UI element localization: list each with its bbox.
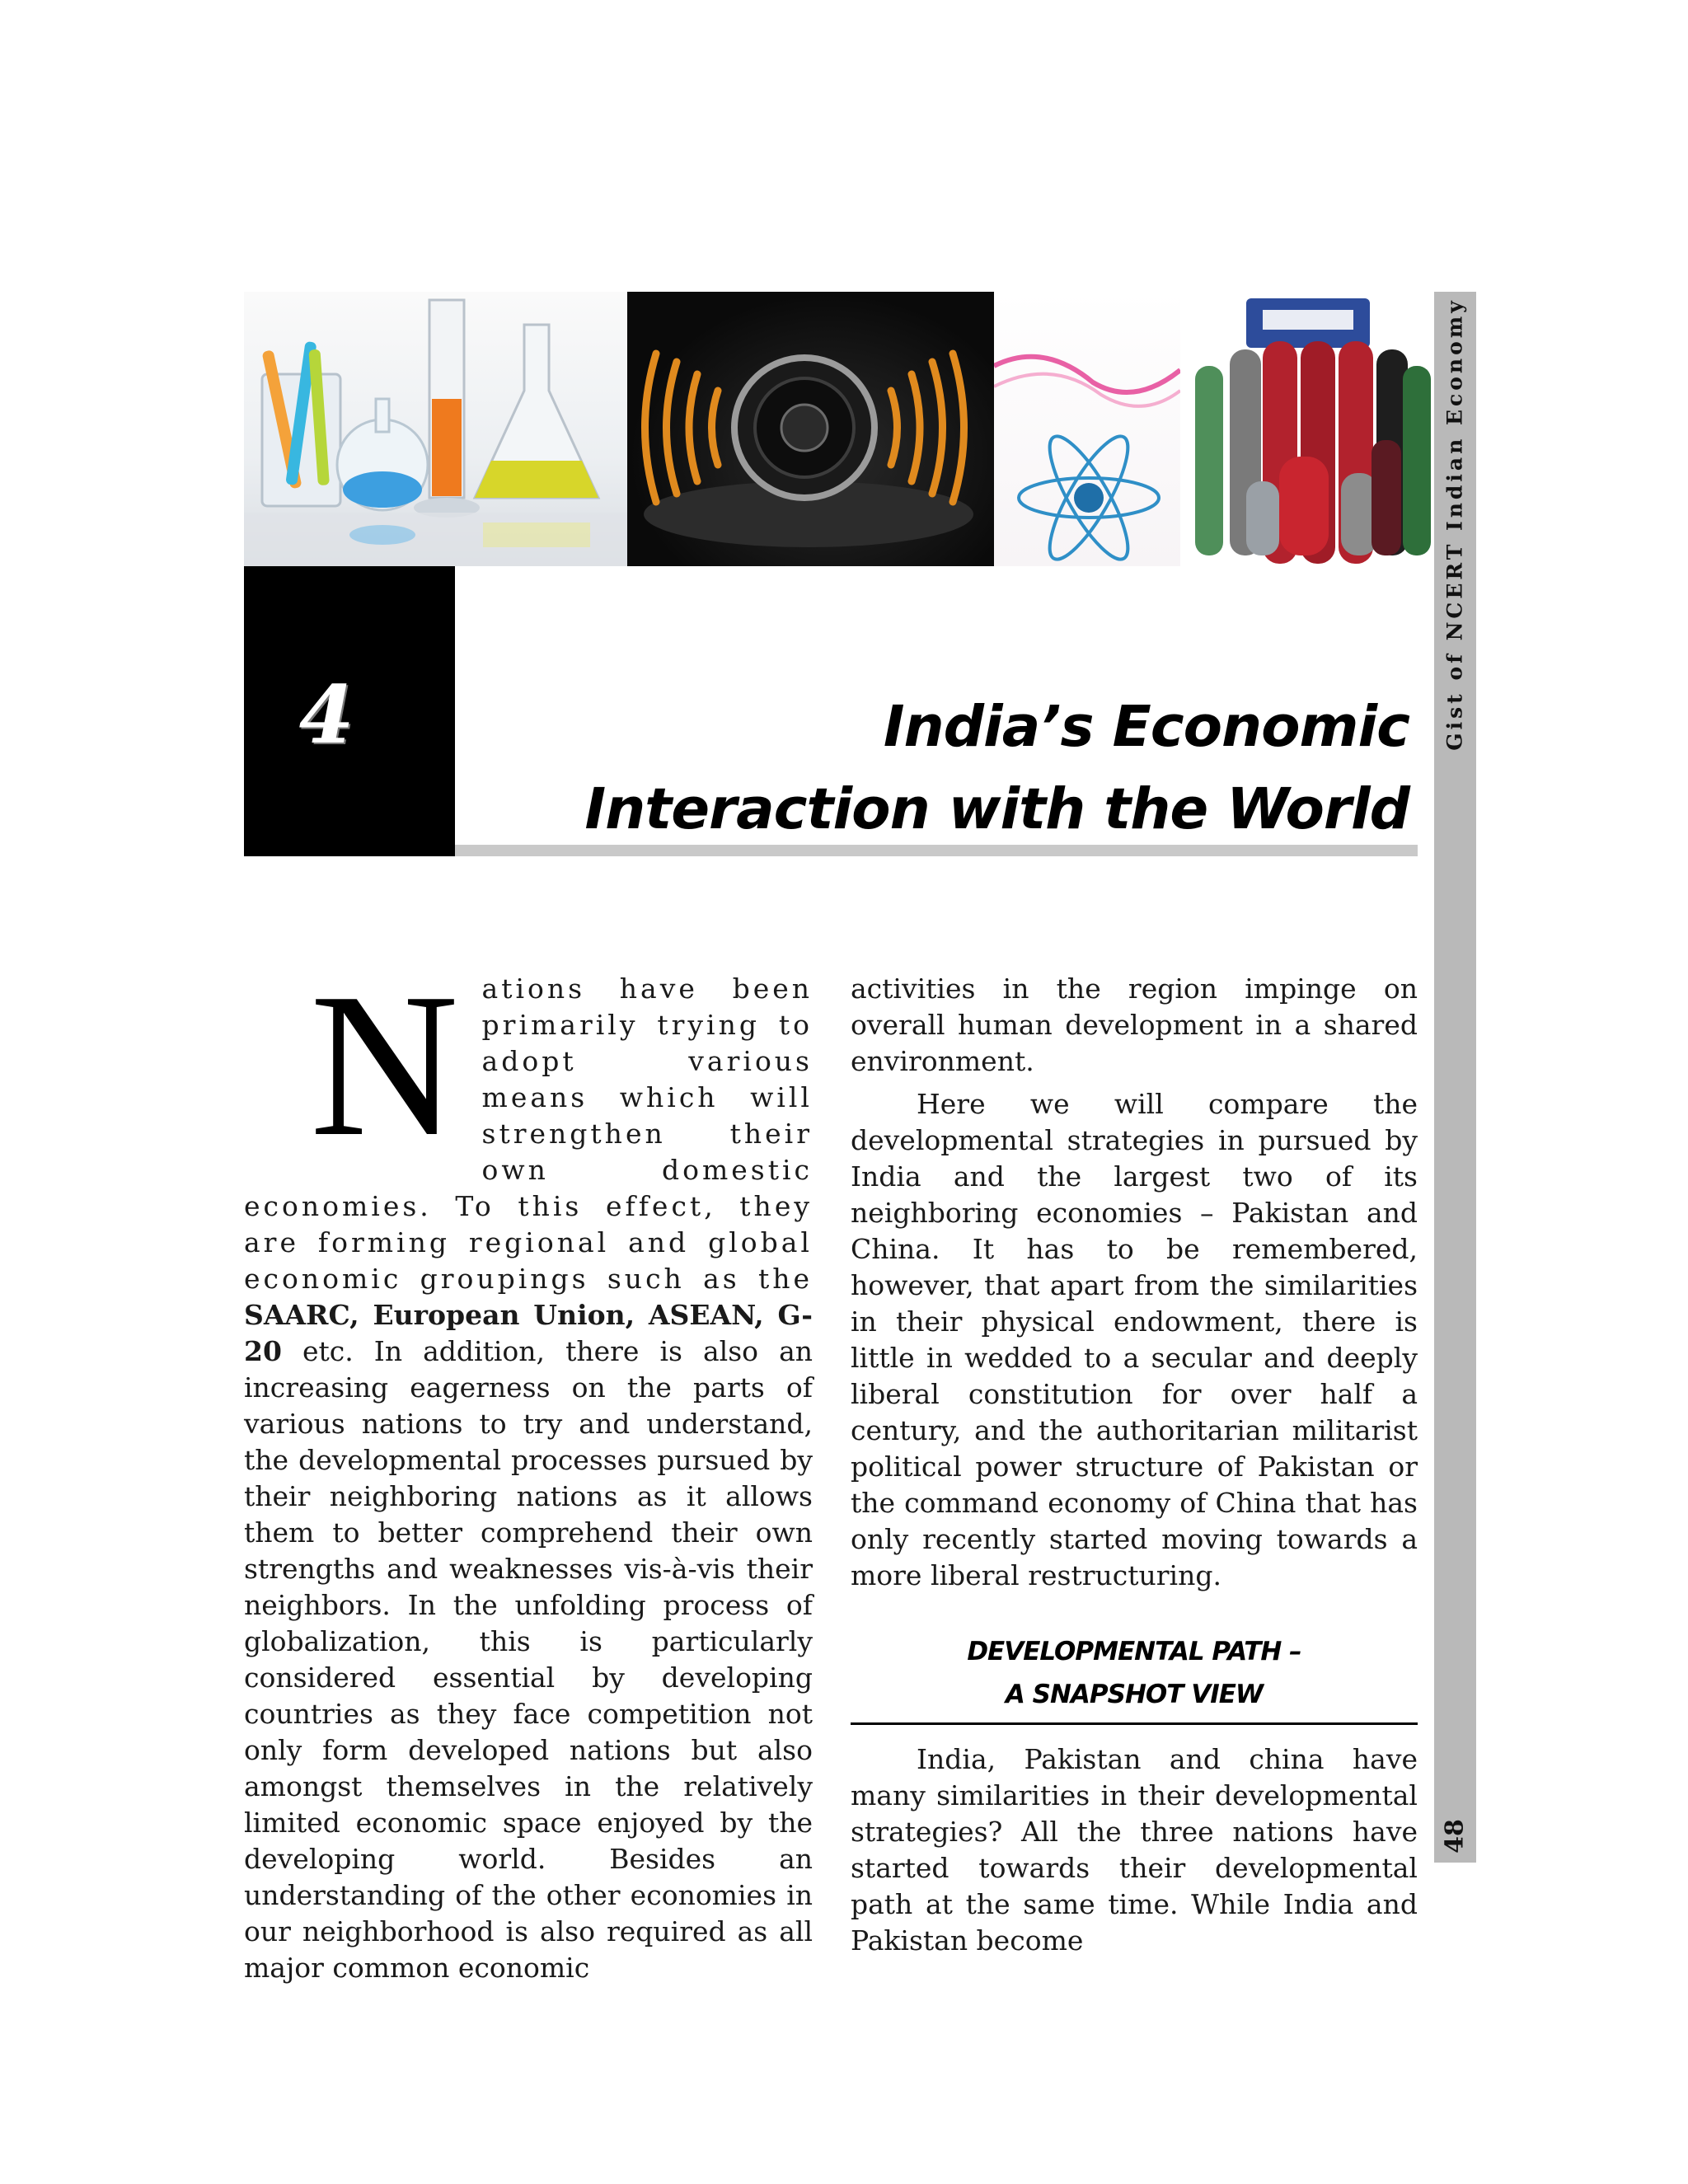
book-title: Gist of NCERT Indian Economy (1442, 298, 1467, 751)
left-column (244, 951, 813, 1986)
intro-lead-in: ations have been primarily trying to adopt various means which will strengthen their own domestic economies. To this effect, they are forming regional and global economic groupings such as the (244, 972, 813, 1295)
economic-groupings: SAARC, European Union, ASEAN, G-20 (244, 1299, 813, 1367)
section-rule (851, 1722, 1418, 1725)
atom-image (994, 292, 1180, 566)
chapter-number-box (244, 566, 455, 856)
title-underline (455, 845, 1418, 856)
snapshot-paragraph: India, Pakistan and china have many similarities in their developmental strategies? All the three nations have started towards their developmental path at the same time. While India and Pakistan become (851, 1743, 1418, 1957)
chapter-title-line2: Interaction with the World (584, 776, 1409, 842)
section-heading-line1: DEVELOPMENTAL PATH – (967, 1637, 1301, 1666)
intro-paragraph (244, 951, 813, 1986)
gas-cylinders-image (1180, 292, 1434, 566)
page-number: 48 (1440, 1819, 1470, 1854)
right-column (851, 971, 1418, 1959)
header-banner (244, 292, 1180, 566)
book-title-vertical (1434, 292, 1476, 753)
section-heading-line2: A SNAPSHOT VIEW (1005, 1680, 1264, 1709)
drop-cap: N (310, 951, 459, 1179)
paragraph-continued: activities in the region impinge on overall human development in a shared environment. (851, 972, 1418, 1077)
chapter-title-line1: India’s Economic (883, 694, 1409, 760)
chapter-title (584, 686, 1409, 851)
chapter-number (244, 668, 409, 762)
lab-glassware-image (244, 292, 627, 566)
comparison-paragraph: Here we will compare the developmental strategies in pursued by India and the largest two of its neighboring economies – Pakistan and China. It has to be remembered, however, that apart from the similarities in their physical endowment, there is little in wedded to a secular and deeply liberal constitution for over half a century, and the authoritarian militarist political power structure of Pakistan or the command economy of China that has only recently started moving towards a more liberal restructuring. (851, 1088, 1418, 1591)
section-heading (851, 1630, 1418, 1716)
speaker-image (627, 292, 994, 566)
intro-continuation: etc. In addition, there is also an increasing eagerness on the parts of various nations to try and understand, the developmental processes pursued by their neighboring nations as it allows them to better comprehend their own strengths and weaknesses vis-à-vis their neighbors. In the unfolding process of globalization, this is particularly considered essential by developing countries as they face competition not only form developed nations but also amongst themselves in the relatively limited economic space enjoyed by the developing world. Besides an understanding of the other economies in our neighborhood is also required as all major common economic (244, 1335, 813, 1984)
chapter-number-text: 4 (298, 668, 354, 762)
